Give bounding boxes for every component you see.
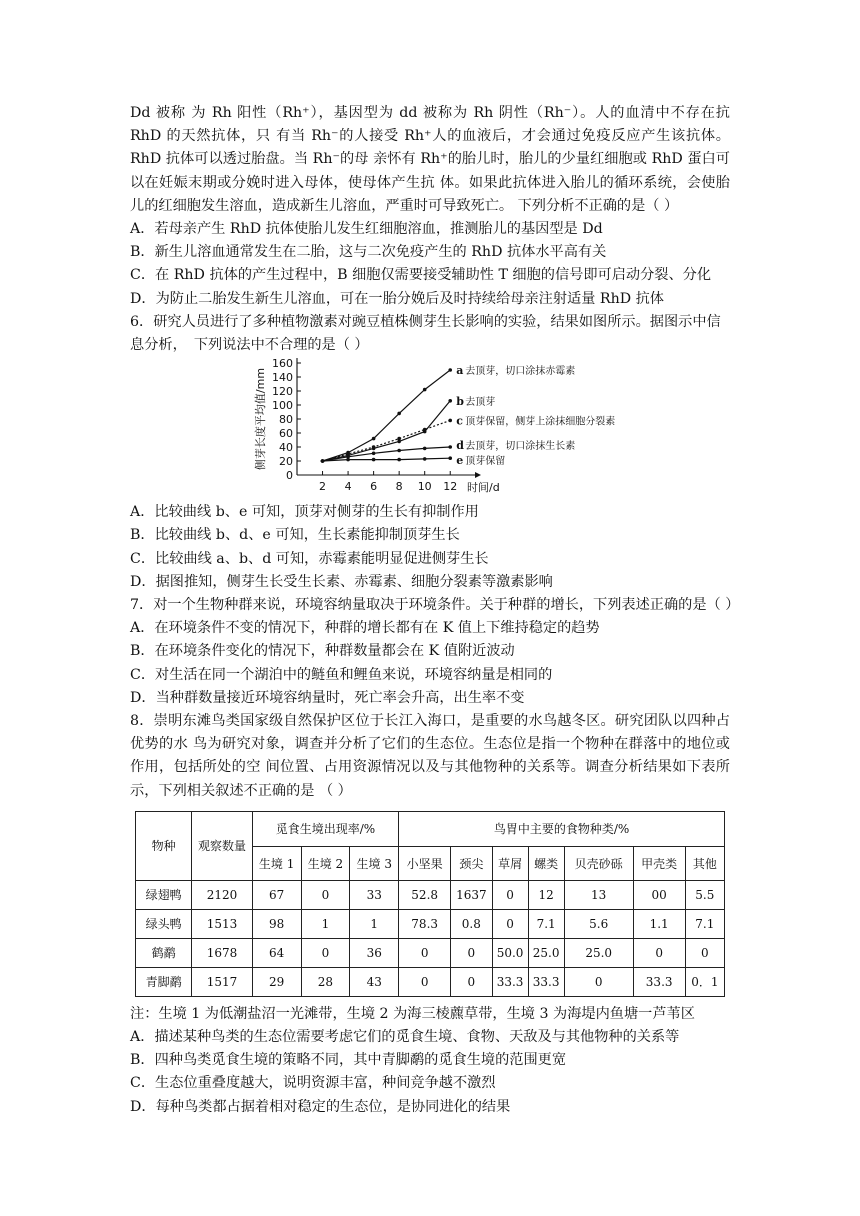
series-e-point bbox=[372, 458, 376, 462]
table-cell: 1.1 bbox=[633, 909, 685, 938]
x-tick-label: 6 bbox=[370, 480, 378, 494]
series-c-point bbox=[448, 419, 452, 423]
table-cell: 64 bbox=[252, 938, 301, 967]
series-d-legend-label: 去顶芽，切口涂抹生长素 bbox=[465, 441, 576, 453]
table-cell: 0 bbox=[564, 967, 633, 996]
table-cell: 00 bbox=[633, 880, 685, 909]
header-food: 鸟胃中主要的食物种类/% bbox=[399, 811, 725, 846]
table-cell: 0 bbox=[633, 938, 685, 967]
table-cell: 1637 bbox=[451, 880, 492, 909]
series-c-point bbox=[372, 445, 376, 449]
header-species: 物种 bbox=[136, 811, 192, 880]
table-cell: 0 bbox=[492, 909, 528, 938]
y-tick-label: 0 bbox=[286, 469, 293, 483]
x-axis-label: 时间/d bbox=[467, 481, 500, 495]
x-tick-label: 10 bbox=[417, 480, 432, 494]
q6-option-b: B．比较曲线 b、d、e 可知，生长素能抑制顶芽生长 bbox=[130, 527, 460, 544]
table-cell: 29 bbox=[252, 967, 301, 996]
table-cell: 12 bbox=[528, 880, 564, 909]
header-count: 观察数量 bbox=[192, 811, 252, 880]
table-cell: 98 bbox=[252, 909, 301, 938]
q7-option-d: D．当种群数量接近环境容纳量时，死亡率会升高，出生率不变 bbox=[130, 689, 525, 706]
table-cell: 13 bbox=[564, 880, 633, 909]
header-food-snails: 螺类 bbox=[528, 846, 564, 880]
series-b-point bbox=[448, 399, 452, 403]
table-cell: 5.6 bbox=[564, 909, 633, 938]
series-e-line bbox=[323, 458, 451, 461]
table-cell: 7.1 bbox=[528, 909, 564, 938]
q6-option-a: A．比较曲线 b、e 可知，顶芽对侧芽的生长有抑制作用 bbox=[130, 504, 479, 521]
y-tick-label: 80 bbox=[279, 413, 293, 427]
series-e-id-label: e bbox=[456, 454, 464, 468]
series-d-point bbox=[423, 447, 427, 451]
table-cell: 28 bbox=[301, 967, 350, 996]
x-tick-label: 12 bbox=[443, 480, 458, 494]
table-cell: 52.8 bbox=[399, 880, 451, 909]
q6-option-d: D．据图推知，侧芽生长受生长素、赤霉素、细胞分裂素等激素影响 bbox=[130, 573, 553, 590]
table-row bbox=[136, 880, 725, 909]
ecological-niche-table bbox=[135, 811, 725, 997]
x-tick-label: 2 bbox=[319, 480, 327, 494]
header-food-grass: 草屑 bbox=[492, 846, 528, 880]
q7-option-b: B．在环境条件变化的情况下，种群数量都会在 K 值附近波动 bbox=[130, 643, 515, 660]
series-a-id-label: a bbox=[456, 364, 464, 378]
table-cell: 43 bbox=[350, 967, 399, 996]
header-habitat-2: 生境 2 bbox=[301, 846, 350, 880]
y-tick-label: 20 bbox=[279, 455, 293, 469]
table-cell: 绿翅鸭 bbox=[136, 880, 192, 909]
q6-stem-line1: 6．研究人员进行了多种植物激素对豌豆植株侧芽生长影响的实验，结果如图所示。据图示中信 bbox=[130, 313, 721, 330]
series-a-point bbox=[372, 437, 376, 441]
y-tick-label: 40 bbox=[279, 441, 293, 455]
header-food-shell-gravel: 贝壳砂砾 bbox=[564, 846, 633, 880]
table-cell: 0 bbox=[451, 938, 492, 967]
table-cell: 25.0 bbox=[528, 938, 564, 967]
series-b-legend-label: 去顶芽 bbox=[465, 397, 496, 409]
header-food-nuts: 小坚果 bbox=[399, 846, 451, 880]
q7-stem: 7．对一个生物种群来说，环境容纳量取决于环境条件。关于种群的增长，下列表述正确的是（ ） bbox=[130, 597, 740, 614]
q7-option-a: A．在环境条件不变的情况下，种群的增长都有在 K 值上下维持稳定的趋势 bbox=[130, 620, 600, 637]
table-cell: 0．1 bbox=[685, 967, 724, 996]
table-cell: 0.8 bbox=[451, 909, 492, 938]
table-cell: 33.3 bbox=[633, 967, 685, 996]
series-c-point bbox=[397, 437, 401, 441]
growth-chart bbox=[252, 358, 642, 498]
series-e-point bbox=[397, 458, 401, 462]
series-a-line bbox=[323, 370, 451, 461]
series-c-id-label: c bbox=[456, 414, 463, 428]
series-a-point bbox=[397, 412, 401, 416]
series-e-point bbox=[423, 457, 427, 461]
q5-option-a: A．若母亲产生 RhD 抗体使胎儿发生红细胞溶血，推测胎儿的基因型是 Dd bbox=[130, 221, 603, 238]
header-habitat-1: 生境 1 bbox=[252, 846, 301, 880]
q8-stem: 8．崇明东滩鸟类国家级自然保护区位于长江入海口，是重要的水鸟越冬区。研究团队以四种占优势的水 鸟为研究对象，调查并分析了它们的生态位。生态位是指一个物种在群落中的地位或作用，包括所处的空 间位置、占用资源情况以及与其他物种的关系等。调查分析结果如下表所示，下列相关叙述不正确的是 （ ） bbox=[130, 713, 730, 799]
series-e-point bbox=[448, 457, 452, 461]
q6-stem-line2: 息分析， 下列说法中不合理的是（ ） bbox=[130, 337, 369, 354]
table-cell: 0 bbox=[492, 880, 528, 909]
series-d-point bbox=[448, 445, 452, 449]
q5-option-b: B．新生儿溶血通常发生在二胎，这与二次免疫产生的 RhD 抗体水平高有关 bbox=[130, 244, 607, 261]
series-d-id-label: d bbox=[456, 439, 464, 453]
series-e-point bbox=[321, 459, 325, 463]
q8-option-c: C．生态位重叠度越大，说明资源丰富，种间竞争越不激烈 bbox=[130, 1075, 496, 1092]
table-cell: 绿头鸭 bbox=[136, 909, 192, 938]
x-axis-arrow bbox=[475, 472, 481, 478]
y-tick-label: 100 bbox=[272, 399, 293, 413]
table-cell: 1 bbox=[350, 909, 399, 938]
series-d-point bbox=[397, 449, 401, 453]
table-cell: 33.3 bbox=[528, 967, 564, 996]
table-cell: 7.1 bbox=[685, 909, 724, 938]
page-content bbox=[130, 102, 740, 1119]
table-row bbox=[136, 938, 725, 967]
table-cell: 1513 bbox=[192, 909, 252, 938]
series-d-point bbox=[372, 452, 376, 456]
y-tick-label: 60 bbox=[279, 427, 293, 441]
table-cell: 0 bbox=[399, 938, 451, 967]
table-cell: 5.5 bbox=[685, 880, 724, 909]
y-tick-label: 140 bbox=[272, 371, 293, 385]
table-cell: 0 bbox=[301, 938, 350, 967]
q6-option-c: C．比较曲线 a、b、d 可知，赤霉素能明显促进侧芽生长 bbox=[130, 550, 489, 567]
table-cell: 1 bbox=[301, 909, 350, 938]
header-habitat: 觅食生境出现率/% bbox=[252, 811, 398, 846]
q5-option-d: D．为防止二胎发生新生儿溶血，可在一胎分娩后及时持续给母亲注射适量 RhD 抗体 bbox=[130, 290, 664, 307]
table-cell: 33.3 bbox=[492, 967, 528, 996]
series-e-legend-label: 顶芽保留 bbox=[465, 456, 506, 468]
q5-paragraph: Dd 被称 为 Rh 阳性（Rh⁺），基因型为 dd 被称为 Rh 阴性（Rh⁻）。人的血清中不存在抗 RhD 的天然抗体，只 有当 Rh⁻的人接受 Rh⁺人的血液后，才会通过免疫反应产生该抗体。RhD 抗体可以透过胎盘。当 Rh⁻的母 亲怀有 Rh⁺的胎儿时，胎儿的少量红细胞或 RhD 蛋白可以在妊娠末期或分娩时进入母体，使母体产生抗 体。如果此抗体进入胎儿的循环系统，会使胎儿的红细胞发生溶血，造成新生儿溶血，严重时可导致死亡。 下列分析不正确的是（ ） bbox=[130, 105, 730, 214]
series-a-point bbox=[448, 368, 452, 372]
y-axis-label: 侧芽长度平均值/mm bbox=[254, 368, 267, 471]
header-habitat-3: 生境 3 bbox=[350, 846, 399, 880]
series-c-legend-label: 顶芽保留，侧芽上涂抹细胞分裂素 bbox=[465, 416, 616, 428]
table-cell: 50.0 bbox=[492, 938, 528, 967]
series-a-point bbox=[423, 388, 427, 392]
table-cell: 33 bbox=[350, 880, 399, 909]
table-cell: 1517 bbox=[192, 967, 252, 996]
q8-note: 注：生境 1 为低潮盐沼一光滩带，生境 2 为海三棱藨草带，生境 3 为海堤内鱼塘一芦苇区 bbox=[130, 1005, 695, 1022]
table-cell: 36 bbox=[350, 938, 399, 967]
series-b-id-label: b bbox=[456, 395, 464, 409]
series-c-point bbox=[423, 428, 427, 432]
q8-option-d: D．每种鸟类都占据着相对稳定的生态位，是协同进化的结果 bbox=[130, 1098, 511, 1115]
series-a-legend-label: 去顶芽，切口涂抹赤霉素 bbox=[465, 366, 576, 378]
header-food-other: 其他 bbox=[685, 846, 724, 880]
q5-option-c: C．在 RhD 抗体的产生过程中，B 细胞仅需要接受辅助性 T 细胞的信号即可启动分裂、分化 bbox=[130, 267, 712, 284]
table-row bbox=[136, 967, 725, 996]
x-tick-label: 4 bbox=[344, 480, 352, 494]
table-cell: 0 bbox=[399, 967, 451, 996]
q7-option-c: C．对生活在同一个湖泊中的鲢鱼和鲤鱼来说，环境容纳量是相同的 bbox=[130, 666, 553, 683]
table-cell: 67 bbox=[252, 880, 301, 909]
header-food-tips: 颈尖 bbox=[451, 846, 492, 880]
table-cell: 0 bbox=[685, 938, 724, 967]
q8-option-b: B．四种鸟类觅食生境的策略不同，其中青脚鹬的觅食生境的范围更宽 bbox=[130, 1052, 567, 1069]
table-row bbox=[136, 909, 725, 938]
table-cell: 25.0 bbox=[564, 938, 633, 967]
table-cell: 0 bbox=[451, 967, 492, 996]
series-e-point bbox=[346, 458, 350, 462]
table-cell: 2120 bbox=[192, 880, 252, 909]
table-cell: 0 bbox=[301, 880, 350, 909]
x-tick-label: 8 bbox=[395, 480, 403, 494]
y-tick-label: 120 bbox=[272, 385, 293, 399]
y-tick-label: 160 bbox=[272, 358, 293, 371]
table-cell: 青脚鹬 bbox=[136, 967, 192, 996]
growth-chart-figure bbox=[130, 358, 730, 498]
table-cell: 78.3 bbox=[399, 909, 451, 938]
q8-option-a: A．描述某种鸟类的生态位需要考虑它们的觅食生境、食物、天敌及与其他物种的关系等 bbox=[130, 1029, 680, 1046]
table-cell: 鹤鹬 bbox=[136, 938, 192, 967]
table-cell: 1678 bbox=[192, 938, 252, 967]
header-food-crustaceans: 甲壳类 bbox=[633, 846, 685, 880]
